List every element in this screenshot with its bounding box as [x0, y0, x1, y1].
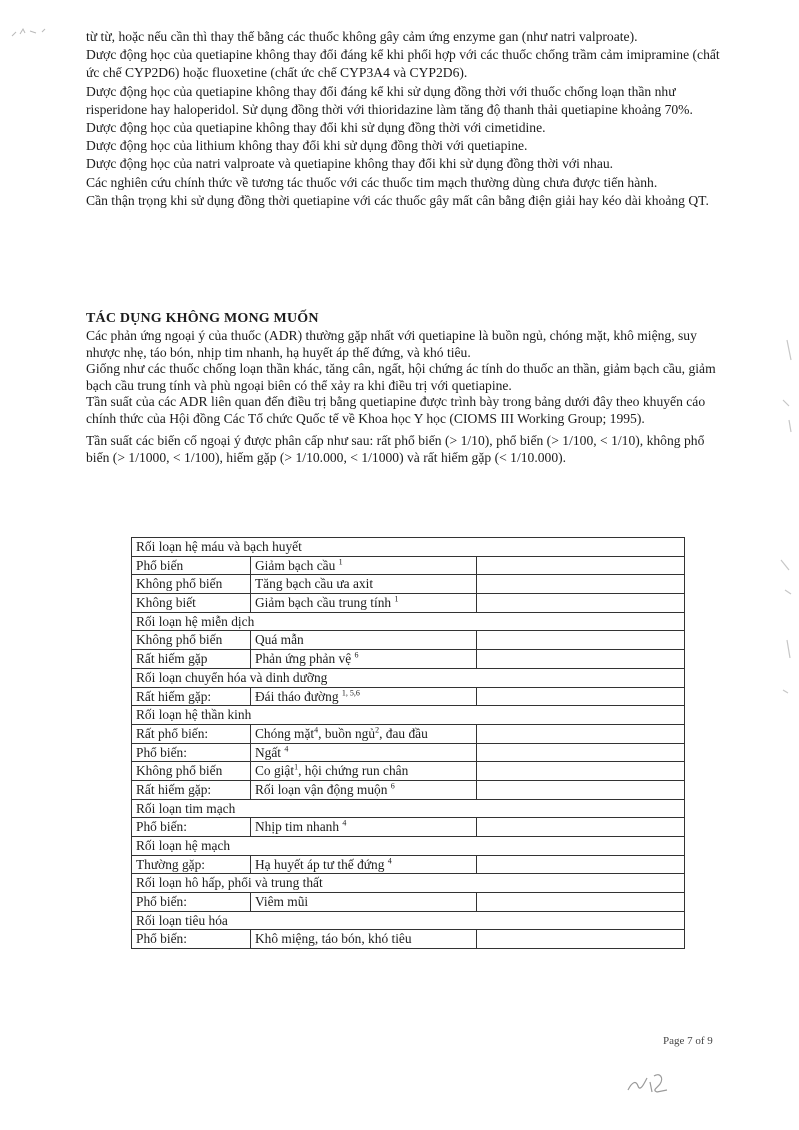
footnote-ref: 1: [338, 557, 343, 567]
effect-cell: [251, 631, 477, 650]
scan-edge-marks: [773, 0, 799, 1130]
paragraph: Tần suất các biến cố ngoại ý được phân cấp như sau: rất phổ biến (> 1/10), phổ biến (> 1/100, < 1/10), không phổ biến (> 1/1000, < 1/100), hiếm gặp (> 1/10.000, < 1/1000) và rất hiếm gặp (< 1/10.000).: [86, 433, 705, 465]
table-group-header: Rối loạn hệ máu và bạch huyết: [132, 538, 685, 557]
table-row: [132, 893, 685, 912]
effect-text: Phản ứng phản vệ: [255, 651, 352, 667]
table-row: [132, 724, 685, 743]
effect-cell: [251, 650, 477, 669]
paragraph: Dược động học của quetiapine không thay đổi đáng kể khi phối hợp với các thuốc chống trầm cảm imipramine (chất ức chế CYP2D6) hoặc fluoxetine (chất ức chế CYP3A4 và CYP2D6).: [86, 47, 720, 81]
effect-cell: [251, 575, 477, 594]
table-row: [132, 762, 685, 781]
table-group-row: [132, 612, 685, 631]
effect-cell: [251, 930, 477, 949]
interaction-paragraphs: [86, 28, 726, 210]
table-group-row: [132, 799, 685, 818]
frequency-cell: Rất hiếm gặp:: [132, 780, 251, 799]
empty-cell: [477, 893, 685, 912]
table-group-header: Rối loạn tim mạch: [132, 799, 685, 818]
paragraph: Các phản ứng ngoại ý của thuốc (ADR) thường gặp nhất với quetiapine là buồn ngủ, chóng mặt, khô miệng, suy nhược nhẹ, táo bón, nhịp tim nhanh, hạ huyết áp thế đứng, và khó tiêu.: [86, 328, 697, 360]
frequency-cell: Thường gặp:: [132, 855, 251, 874]
footnote-ref: 1: [394, 594, 399, 604]
table-group-header: Rối loạn hô hấp, phổi và trung thất: [132, 874, 685, 893]
effect-cell: [251, 855, 477, 874]
empty-cell: [477, 556, 685, 575]
paragraph: Dược động học của quetiapine không thay đổi khi sử dụng đồng thời với cimetidine.: [86, 120, 546, 136]
adverse-reactions-table: [131, 537, 685, 949]
section-title: TÁC DỤNG KHÔNG MONG MUỐN: [86, 311, 319, 326]
table-row: [132, 594, 685, 613]
table-row: [132, 650, 685, 669]
footnote-ref: 4: [284, 744, 289, 754]
effect-cell: [251, 724, 477, 743]
empty-cell: [477, 687, 685, 706]
table-group-header: Rối loạn hệ mạch: [132, 837, 685, 856]
footnote-ref: 4: [314, 725, 319, 735]
adr-paragraphs: [86, 328, 728, 466]
effect-text: Ngất: [255, 744, 282, 760]
effect-cell: [251, 818, 477, 837]
empty-cell: [477, 594, 685, 613]
paragraph: Giống như các thuốc chống loạn thần khác, tăng cân, ngất, hội chứng ác tính do thuốc an thần, giảm bạch cầu, giảm bạch cầu trung tính và phù ngoại biên có thể xảy ra khi điều trị với quetiapine.: [86, 361, 716, 393]
empty-cell: [477, 575, 685, 594]
effect-cell: [251, 687, 477, 706]
table-group-header: Rối loạn tiêu hóa: [132, 911, 685, 930]
empty-cell: [477, 855, 685, 874]
table-row: [132, 631, 685, 650]
paragraph: Dược động học của lithium không thay đổi khi sử dụng đồng thời với quetiapine.: [86, 138, 528, 154]
effect-cell: [251, 743, 477, 762]
frequency-cell: Không phổ biến: [132, 575, 251, 594]
paragraph: Dược động học của quetiapine không thay đổi đáng kể khi sử dụng đồng thời với thuốc chống loạn thần như risperidone hay haloperidol. Sử dụng đồng thời với thioridazine làm tăng độ thanh thải quetiapine khoảng 70%.: [86, 83, 693, 117]
table-group-row: [132, 874, 685, 893]
scan-mark-top: [8, 22, 64, 42]
table-row: [132, 687, 685, 706]
empty-cell: [477, 743, 685, 762]
empty-cell: [477, 762, 685, 781]
footnote-ref: 1, 5,6: [341, 688, 360, 698]
frequency-cell: Phổ biến: [132, 556, 251, 575]
table-row: [132, 575, 685, 594]
paragraph: Dược động học của natri valproate và quetiapine không thay đổi khi sử dụng đồng thời với nhau.: [86, 156, 614, 172]
effect-cell: [251, 780, 477, 799]
table-group-row: [132, 911, 685, 930]
empty-cell: [477, 930, 685, 949]
frequency-cell: Rất phổ biến:: [132, 724, 251, 743]
table-row: [132, 818, 685, 837]
effect-text: Co giật: [255, 763, 295, 779]
footnote-ref: 4: [342, 818, 347, 828]
footnote-ref: 6: [390, 781, 395, 791]
effect-text: Tăng bạch cầu ưa axit: [255, 576, 374, 592]
table-row: [132, 556, 685, 575]
effect-text: Rối loạn vận động muộn: [255, 781, 388, 797]
footnote-ref: 4: [387, 856, 392, 866]
paragraph: Các nghiên cứu chính thức về tương tác thuốc với các thuốc tim mạch thường dùng chưa được tiến hành.: [86, 174, 658, 190]
empty-cell: [477, 724, 685, 743]
table-row: [132, 930, 685, 949]
effect-cell: [251, 594, 477, 613]
frequency-cell: Phổ biến:: [132, 930, 251, 949]
effect-text: Đái tháo đường: [255, 688, 339, 704]
effect-text: , đau đầu: [379, 725, 428, 741]
effect-cell: [251, 893, 477, 912]
table-group-row: [132, 538, 685, 557]
effect-text: Nhịp tim nhanh: [255, 819, 340, 835]
table-group-header: Rối loạn hệ miễn dịch: [132, 612, 685, 631]
effect-text: Giảm bạch cầu: [255, 557, 336, 573]
paragraph: từ từ, hoặc nếu cần thì thay thế bằng các thuốc không gây cảm ứng enzyme gan (như natri valproate).: [86, 29, 638, 44]
effect-text: Hạ huyết áp tư thế đứng: [255, 856, 385, 872]
frequency-cell: Phổ biến:: [132, 818, 251, 837]
frequency-cell: Rất hiếm gặp: [132, 650, 251, 669]
empty-cell: [477, 818, 685, 837]
effect-text: Khô miệng, táo bón, khó tiêu: [255, 931, 412, 947]
frequency-cell: Không biết: [132, 594, 251, 613]
frequency-cell: Không phổ biến: [132, 631, 251, 650]
effect-text: Chóng mặt: [255, 725, 315, 741]
empty-cell: [477, 631, 685, 650]
table-row: [132, 743, 685, 762]
footnote-ref: 1: [294, 762, 299, 772]
effect-text: , buồn ngủ: [318, 725, 376, 741]
table-group-header: Rối loạn hệ thần kinh: [132, 706, 685, 725]
frequency-cell: Phổ biến:: [132, 893, 251, 912]
effect-text: Quá mẫn: [255, 632, 304, 648]
effect-cell: [251, 762, 477, 781]
effect-text: Giảm bạch cầu trung tính: [255, 595, 392, 611]
table-group-row: [132, 706, 685, 725]
frequency-cell: Không phổ biến: [132, 762, 251, 781]
handwritten-initials: [624, 1062, 680, 1100]
paragraph: Tần suất của các ADR liên quan đến điều trị bằng quetiapine được trình bày trong bảng dưới đây theo khuyến cáo chính thức của Hội đồng Các Tổ chức Quốc tế về Khoa học Y học (CIOMS III Working Group; 1995).: [86, 394, 706, 426]
effect-text: Viêm mũi: [255, 894, 309, 910]
effect-text: , hội chứng run chân: [298, 763, 409, 779]
frequency-cell: Phổ biến:: [132, 743, 251, 762]
table-row: [132, 855, 685, 874]
empty-cell: [477, 650, 685, 669]
table-group-row: [132, 837, 685, 856]
table-group-header: Rối loạn chuyển hóa và dinh dưỡng: [132, 668, 685, 687]
page-number: Page 7 of 9: [663, 1035, 713, 1047]
empty-cell: [477, 780, 685, 799]
table-row: [132, 780, 685, 799]
footnote-ref: 2: [375, 725, 380, 735]
paragraph: Cần thận trọng khi sử dụng đồng thời quetiapine với các thuốc gây mất cân bằng điện giải hay kéo dài khoảng QT.: [86, 192, 709, 208]
frequency-cell: Rất hiếm gặp:: [132, 687, 251, 706]
effect-cell: [251, 556, 477, 575]
table-group-row: [132, 668, 685, 687]
footnote-ref: 6: [354, 650, 359, 660]
